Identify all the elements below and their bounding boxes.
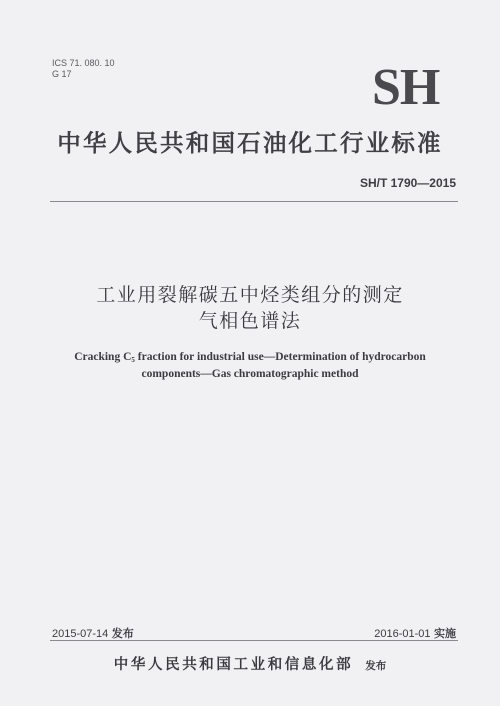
document-title-zh (0, 282, 500, 334)
implementation-date (374, 627, 456, 641)
title-en-line-1-start: Cracking C (74, 351, 132, 363)
title-en-line-1-end: fraction for industrial use—Determination of hydrocarbon (134, 351, 426, 363)
issuer-org: 中华人民共和国工业和信息化部 (113, 657, 354, 673)
implementation-date-value: 2016-01-01 (374, 628, 431, 640)
standard-number: SH/T 1790—2015 (359, 176, 456, 190)
title-en-line-1 (0, 349, 500, 366)
issuing-authority (0, 654, 500, 676)
title-en-line-2: components—Gas chromatographic method (141, 368, 359, 380)
standard-body-title: 中华人民共和国石油化工行业标准 (57, 129, 443, 157)
implementation-date-label: 实施 (434, 627, 456, 640)
ccs-code: G 17 (52, 69, 72, 79)
ics-code: ICS 71. 080. 10 (52, 58, 115, 68)
title-zh-line-2: 气相色谱法 (198, 310, 302, 332)
document-title-en (0, 349, 500, 383)
header-divider (50, 201, 458, 202)
footer-divider (50, 640, 458, 641)
issue-date-value: 2015-07-14 (52, 628, 109, 640)
title-en-subscript: 5 (131, 356, 135, 364)
issue-date-label: 发布 (111, 627, 134, 640)
classification-codes (52, 58, 115, 80)
sh-logo: SH (372, 59, 440, 116)
issue-date (52, 627, 134, 641)
title-zh-line-1: 工业用裂解碳五中烃类组分的测定 (96, 284, 404, 306)
issuer-verb: 发布 (365, 660, 387, 672)
